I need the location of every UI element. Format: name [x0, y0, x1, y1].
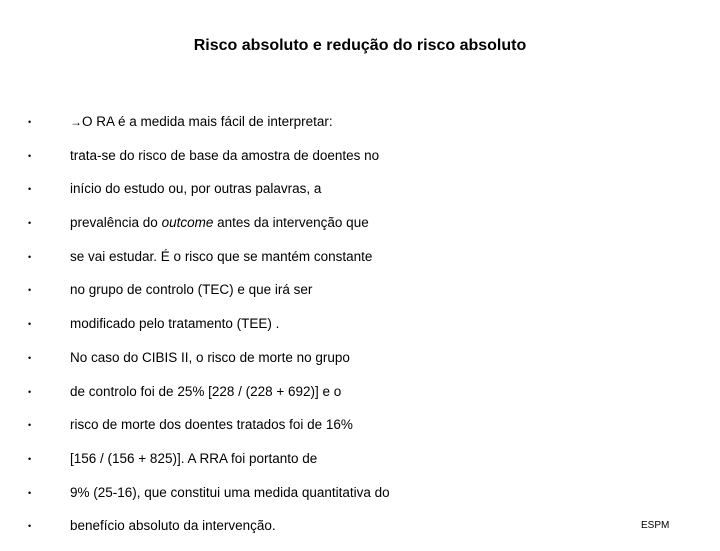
bullet-text: [70, 248, 372, 266]
bullet-item: [28, 517, 628, 551]
text-segment: [156 / (156 + 825)]. A RRA foi portanto de: [70, 450, 318, 466]
bullet-item: [28, 281, 628, 315]
text-segment: O RA é a medida mais fácil de interpretar:: [82, 114, 333, 129]
arrow-right-icon: →: [70, 115, 82, 129]
italic-term: outcome: [161, 215, 214, 231]
text-segment: benefício absoluto da intervenção.: [70, 518, 276, 534]
text-segment: início do estudo ou, por outras palavras, a: [70, 181, 322, 197]
bullet-item: [28, 315, 628, 349]
bullet-dot-icon: •: [28, 487, 32, 498]
bullet-text: [70, 349, 350, 367]
bullet-text: [70, 315, 279, 333]
bullet-text: [70, 214, 369, 232]
bullet-text: [70, 450, 317, 468]
bullet-dot-icon: •: [28, 251, 32, 262]
bullet-item: [28, 147, 628, 181]
bullet-text: [70, 147, 379, 165]
bullet-dot-icon: •: [28, 521, 32, 532]
bullet-dot-icon: •: [28, 218, 32, 229]
text-segment: no grupo de controlo (TEC) e que irá ser: [70, 282, 313, 298]
text-segment: 9% (25-16), que constitui uma medida quantitativa do: [70, 484, 390, 500]
bullet-text: [70, 281, 312, 299]
text-segment: se vai estudar. É o risco que se mantém constante: [70, 248, 373, 264]
bullet-text: [70, 484, 390, 502]
bullet-dot-icon: •: [28, 453, 32, 464]
bullet-item: [28, 416, 628, 450]
text-segment: trata-se do risco de base da amostra de doentes no: [70, 147, 380, 163]
bullet-dot-icon: •: [28, 285, 32, 296]
bullet-dot-icon: •: [28, 420, 32, 431]
text-segment: de controlo foi de 25% [228 / (228 + 692)] e o: [70, 383, 342, 399]
bullet-text: [70, 113, 333, 131]
footer-label: ESPM: [641, 520, 670, 531]
bullet-text: [70, 383, 341, 401]
bullet-item: [28, 113, 628, 147]
bullet-text: [70, 416, 353, 434]
bullet-item: [28, 180, 628, 214]
bullet-item: [28, 349, 628, 383]
bullet-item: [28, 450, 628, 484]
text-segment: modificado pelo tratamento (TEE) .: [70, 316, 280, 332]
bullet-item: [28, 214, 628, 248]
slide-title: Risco absoluto e redução do risco absoluto: [193, 37, 527, 54]
bullet-dot-icon: •: [28, 319, 32, 330]
bullet-list: [28, 113, 628, 551]
text-segment: risco de morte dos doentes tratados foi de 16%: [70, 417, 353, 433]
text-segment: antes da intervenção que: [213, 215, 369, 231]
bullet-item: [28, 383, 628, 417]
bullet-dot-icon: •: [28, 150, 32, 161]
bullet-dot-icon: •: [28, 352, 32, 363]
bullet-item: [28, 484, 628, 518]
bullet-dot-icon: •: [28, 386, 32, 397]
bullet-dot-icon: •: [28, 184, 32, 195]
bullet-text: [70, 180, 321, 198]
bullet-item: [28, 248, 628, 282]
bullet-text: [70, 517, 276, 535]
text-segment: prevalência do: [70, 215, 162, 231]
bullet-dot-icon: •: [28, 117, 32, 127]
text-segment: No caso do CIBIS II, o risco de morte no grupo: [70, 349, 350, 365]
